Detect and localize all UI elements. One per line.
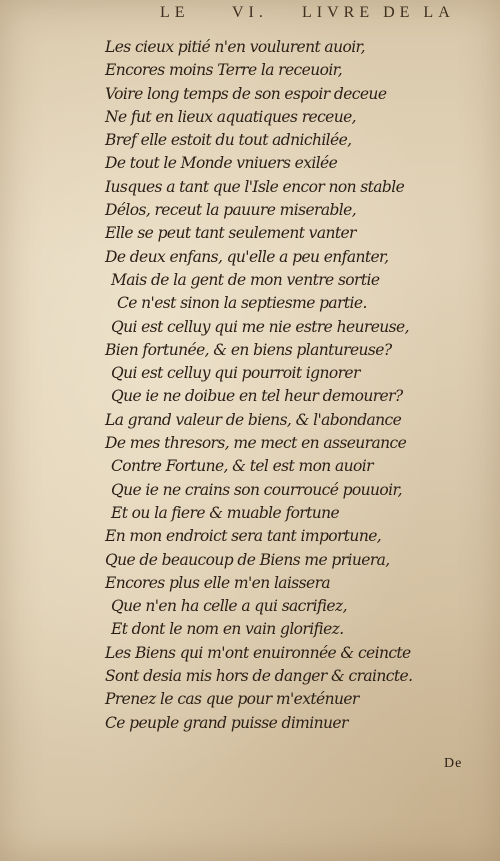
verse-line: Ne fut en lieux aquatiques receue,: [105, 107, 357, 126]
catchword: De: [444, 756, 463, 771]
verse-line: Iusques a tant que l'Isle encor non stable: [105, 177, 405, 196]
verse-line: Voire long temps de son espoir deceue: [105, 84, 387, 103]
verse-line: La grand valeur de biens, & l'abondance: [105, 410, 402, 429]
verse-line: Les Biens qui m'ont enuironnée & ceincte: [105, 643, 411, 662]
running-head-left: LE: [160, 4, 190, 21]
verse-line: Encores plus elle m'en laissera: [105, 573, 331, 592]
verse-line: Que de beaucoup de Biens me priuera,: [105, 550, 390, 569]
verse-line: Que ie ne crains son courroucé pouuoir,: [111, 480, 402, 499]
verse-line: Et dont le nom en vain glorifiez.: [111, 620, 344, 639]
verse-line: En mon endroict sera tant importune,: [105, 527, 382, 546]
verse-line: Et ou la fiere & muable fortune: [111, 503, 340, 522]
verse-line: Contre Fortune, & tel est mon auoir: [111, 457, 373, 476]
verse-line: Les cieux pitié n'en voulurent auoir,: [105, 38, 365, 56]
verse-line: Ce n'est sinon la septiesme partie.: [117, 294, 367, 313]
verse-block: [105, 36, 485, 735]
verse-line: Encores moins Terre la receuoir,: [105, 61, 343, 80]
running-head-right: LIVRE DE LA: [302, 4, 455, 21]
verse-line: Qui est celluy qui me nie estre heureuse,: [111, 317, 409, 336]
verse-line: Mais de la gent de mon ventre sortie: [111, 270, 380, 289]
verse-line: Que n'en ha celle a qui sacrifiez,: [111, 597, 347, 616]
verse-line: Elle se peut tant seulement vanter: [105, 224, 356, 243]
verse-line: Ce peuple grand puisse diminuer: [105, 713, 348, 732]
verse-line: Bien fortunée, & en biens plantureuse?: [105, 340, 392, 359]
verse-line: Sont desia mis hors de danger & craincte.: [105, 667, 413, 686]
running-head-book-number: VI.: [232, 4, 268, 21]
verse-line: Bref elle estoit du tout adnichilée,: [105, 131, 352, 150]
running-head: [0, 4, 500, 26]
verse-line: Qui est celluy qui pourroit ignorer: [111, 364, 360, 383]
verse-line: De mes thresors, me mect en asseurance: [105, 434, 407, 453]
verse-line: Que ie ne doibue en tel heur demourer?: [111, 387, 403, 406]
verse-line: Prenez le cas que pour m'exténuer: [105, 690, 359, 709]
verse-line: De deux enfans, qu'elle a peu enfanter,: [105, 247, 389, 266]
verse-line: Délos, receut la pauure miserable,: [105, 201, 357, 220]
verse-line: De tout le Monde vniuers exilée: [105, 154, 338, 173]
